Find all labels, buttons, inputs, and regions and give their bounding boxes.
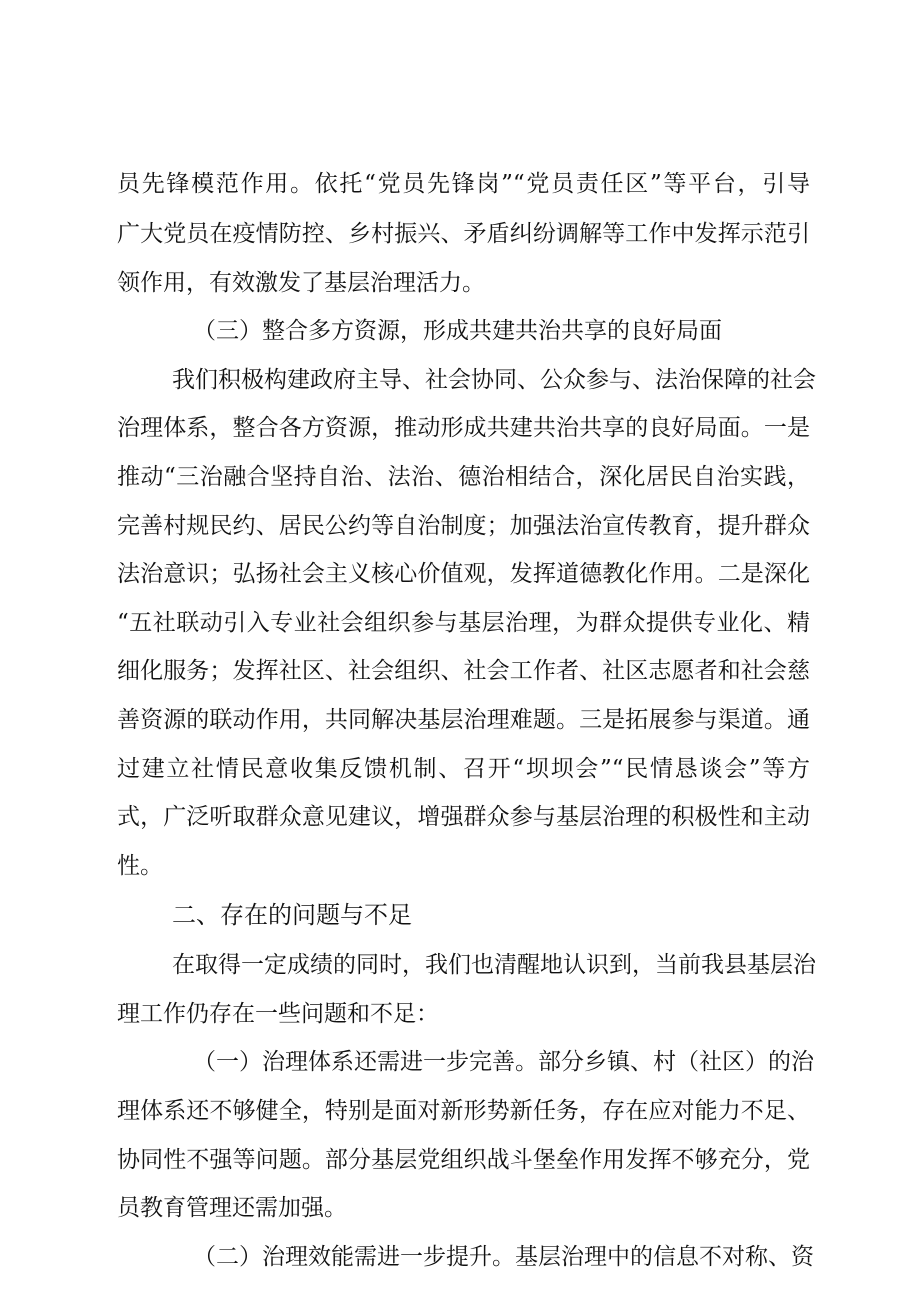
text-line: 完善村规民约、居民公约等自治制度；加强法治宣传教育，提升群众 <box>117 513 810 539</box>
text-line: 领作用，有效激发了基层治理活力。 <box>117 270 485 296</box>
text-line: （一）治理体系还需进一步完善。部分乡镇、村（社区）的治 <box>193 1049 814 1075</box>
text-line: 性。 <box>117 853 163 879</box>
text-line: 法治意识；弘扬社会主义核心价值观，发挥道德教化作用。二是深化 <box>117 561 810 587</box>
text-line: 员先锋模范作用。依托“党员先锋岗”“党员责任区”等平台，引导 <box>117 171 810 197</box>
text-line: 式，广泛听取群众意见建议，增强群众参与基层治理的积极性和主动 <box>117 804 810 830</box>
text-line: 理体系还不够健全，特别是面对新形势新任务，存在应对能力不足、 <box>117 1098 810 1124</box>
text-line: 细化服务；发挥社区、社会组织、社会工作者、社区志愿者和社会慈 <box>117 658 810 684</box>
text-line: 协同性不强等问题。部分基层党组织战斗堡垒作用发挥不够充分，党 <box>117 1147 810 1173</box>
section-subheading: （三）整合多方资源，形成共建共治共享的良好局面 <box>193 318 722 344</box>
text-line: 过建立社情民意收集反馈机制、召开“坝坝会”“民情恳谈会”等方 <box>117 756 810 782</box>
text-line: 在取得一定成绩的同时，我们也清醒地认识到，当前我县基层治 <box>172 952 816 978</box>
text-line: 我们积极构建政府主导、社会协同、公众参与、法治保障的社会 <box>172 367 816 393</box>
text-line: 治理体系，整合各方资源，推动形成共建共治共享的良好局面。一是 <box>117 415 810 441</box>
text-line: 善资源的联动作用，共同解决基层治理难题。三是拓展参与渠道。通 <box>117 707 810 733</box>
text-line: 推动“三治融合坚持自治、法治、德治相结合，深化居民自治实践， <box>117 464 810 490</box>
text-line: （二）治理效能需进一步提升。基层治理中的信息不对称、资 <box>193 1244 814 1270</box>
text-line: 理工作仍存在一些问题和不足： <box>117 1001 439 1027</box>
text-line: “五社联动引入专业社会组织参与基层治理，为群众提供专业化、精 <box>117 610 810 636</box>
text-line: 员教育管理还需加强。 <box>117 1195 347 1221</box>
text-line: 广大党员在疫情防控、乡村振兴、矛盾纠纷调解等工作中发挥示范引 <box>117 221 810 247</box>
section-heading: 二、存在的问题与不足 <box>172 901 412 929</box>
